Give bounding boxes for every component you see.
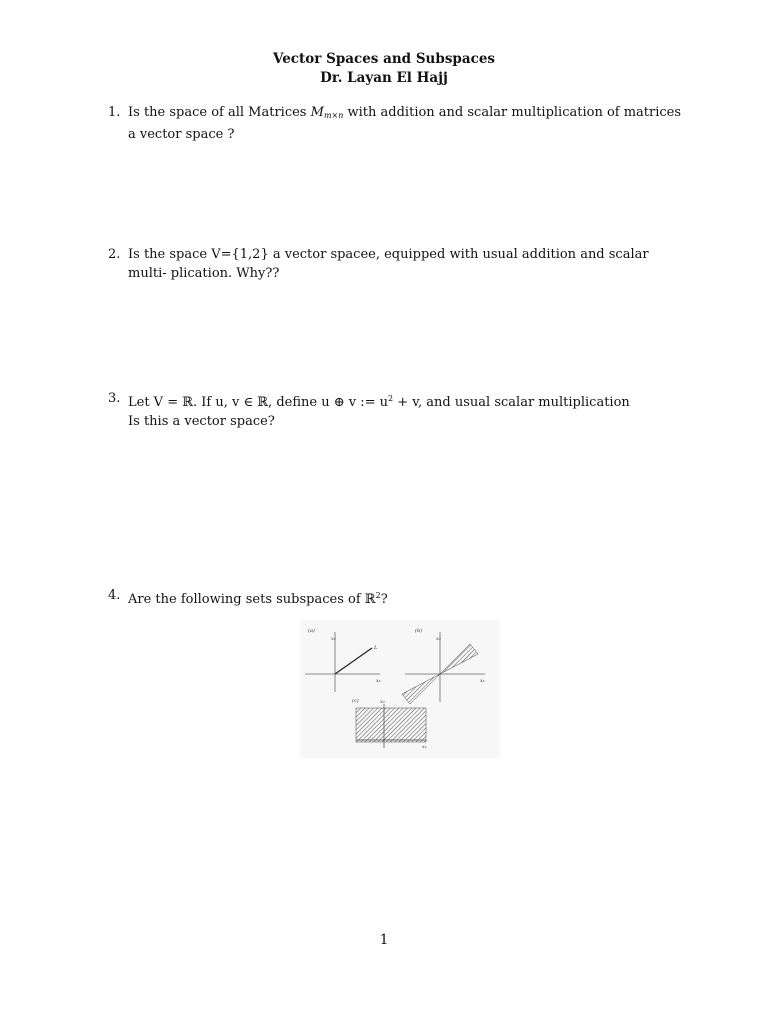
question-4 — [108, 586, 688, 609]
exponent: 2 — [387, 394, 394, 403]
axis-label: x₁ — [422, 744, 427, 750]
question-text-part: Are the following sets subspaces of ℝ — [128, 592, 376, 607]
question-text — [128, 103, 688, 144]
question-text: Is the space V={1,2} a vector spacee, equipped with usual addition and scalar multi- plication. Why?? — [128, 247, 649, 281]
question-text-part: Let V = ℝ. If u, v ∈ ℝ, define u ⊕ v := u — [128, 395, 388, 410]
exponent: 2 — [375, 591, 381, 600]
matrix-subscript: m×n — [323, 111, 344, 120]
panel-label: (a) — [308, 628, 315, 634]
panel-b — [402, 627, 485, 704]
line-label: L — [374, 645, 378, 651]
question-number: 2. — [108, 247, 121, 262]
question-text-part: ? — [380, 592, 388, 607]
panel-label: (c) — [352, 698, 359, 704]
question-text-part: Is the space of all Matrices — [128, 105, 311, 120]
half-plane-region — [356, 708, 426, 742]
question-number: 1. — [108, 105, 121, 120]
line-l — [335, 648, 372, 674]
matrix-symbol: M — [310, 105, 324, 120]
panel-c — [352, 697, 427, 750]
axis-label: x₂ — [331, 636, 336, 642]
subspace-diagrams — [300, 620, 500, 758]
question-text-part: with addition and scalar multiplication of matrices a vector space ? — [128, 105, 682, 142]
cone-upper — [440, 644, 478, 674]
question-2 — [108, 245, 688, 283]
document-author: Dr. Layan El Hajj — [320, 70, 448, 86]
axis-label: x₁ — [480, 678, 485, 684]
axis-label: x₁ — [376, 678, 381, 684]
question-number: 4. — [108, 588, 121, 603]
question-3 — [108, 389, 688, 412]
question-text — [128, 586, 688, 609]
question-1 — [108, 103, 688, 144]
axis-label: x₂ — [436, 636, 441, 642]
question-3-followup: Is this a vector space? — [128, 414, 275, 429]
question-text — [128, 389, 688, 412]
question-number: 3. — [108, 391, 121, 406]
panel-a — [305, 627, 381, 692]
panel-label: (b) — [415, 628, 423, 634]
axis-label: x₂ — [380, 699, 385, 705]
document-title: Vector Spaces and Subspaces — [272, 51, 496, 67]
subspace-figure — [300, 620, 500, 758]
question-text-part: + v, and usual scalar multiplication — [393, 395, 630, 410]
page-number: 1 — [379, 932, 389, 948]
cone-lower — [402, 674, 440, 704]
